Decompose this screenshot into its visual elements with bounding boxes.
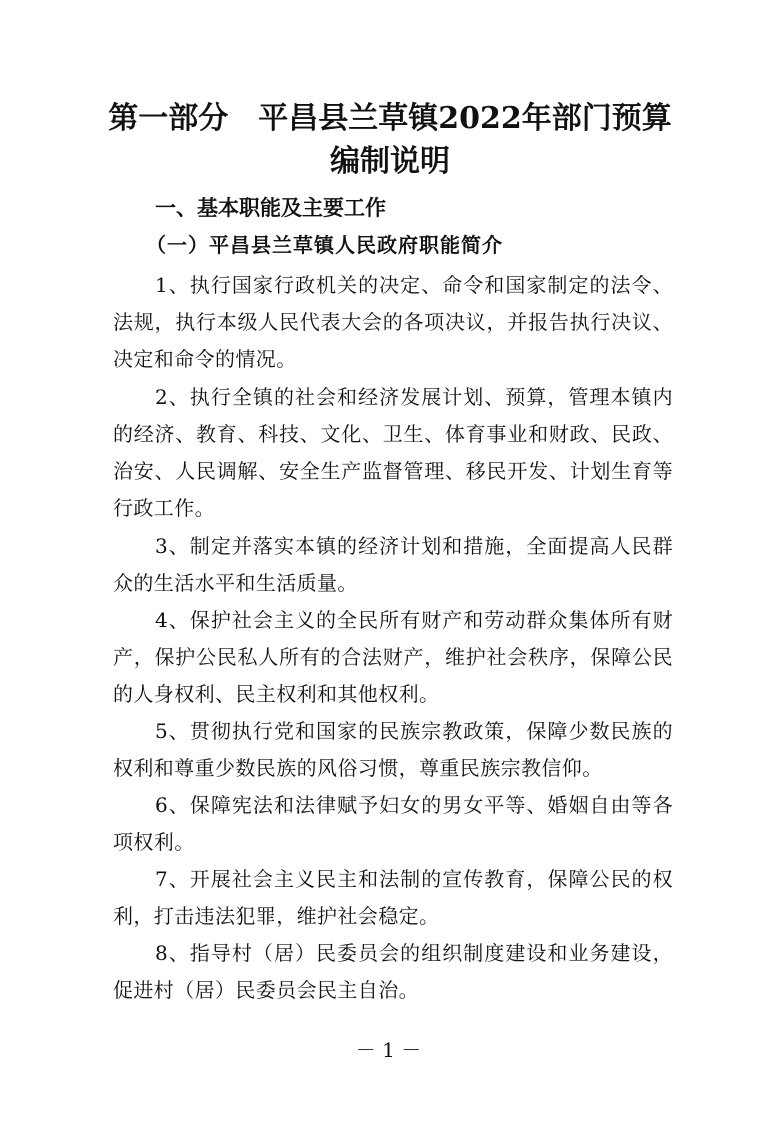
paragraph-item-1: 1、执行国家行政机关的决定、命令和国家制定的法令、法规，执行本级人民代表大会的各项决议，并报告执行决议、决定和命令的情况。 (113, 273, 673, 371)
paragraph-item-5: 5、贯彻执行党和国家的民族宗教政策，保障少数民族的权利和尊重少数民族的风俗习惯，尊重民族宗教信仰。 (113, 719, 673, 780)
document-title-line-2: 编制说明 (330, 144, 450, 179)
page-number: － 1 － (355, 1038, 422, 1062)
paragraph-item-2: 2、执行全镇的社会和经济发展计划、预算，管理本镇内的经济、教育、科技、文化、卫生、体育事业和财政、民政、治安、人民调解、安全生产监督管理、移民开发、计划生育等行政工作。 (113, 385, 673, 520)
section-heading: 一、基本职能及主要工作 (155, 196, 386, 220)
paragraph-item-7: 7、开展社会主义民主和法制的宣传教育，保障公民的权利，打击违法犯罪，维护社会稳定。 (113, 867, 673, 928)
paragraph-item-4: 4、保护社会主义的全民所有财产和劳动群众集体所有财产，保护公民私人所有的合法财产，维护社会秩序，保障公民的人身权利、民主权利和其他权利。 (113, 608, 673, 706)
paragraph-item-6: 6、保障宪法和法律赋予妇女的男女平等、婚姻自由等各项权利。 (113, 793, 673, 854)
paragraph-item-3: 3、制定并落实本镇的经济计划和措施，全面提高人民群众的生活水平和生活质量。 (113, 534, 673, 595)
paragraph-item-8: 8、指导村（居）民委员会的组织制度建设和业务建设，促进村（居）民委员会民主自治。 (113, 941, 673, 1002)
document-title-line-1: 第一部分 平昌县兰草镇2022年部门预算 (108, 101, 672, 136)
subsection-heading: （一）平昌县兰草镇人民政府职能简介 (146, 233, 503, 257)
